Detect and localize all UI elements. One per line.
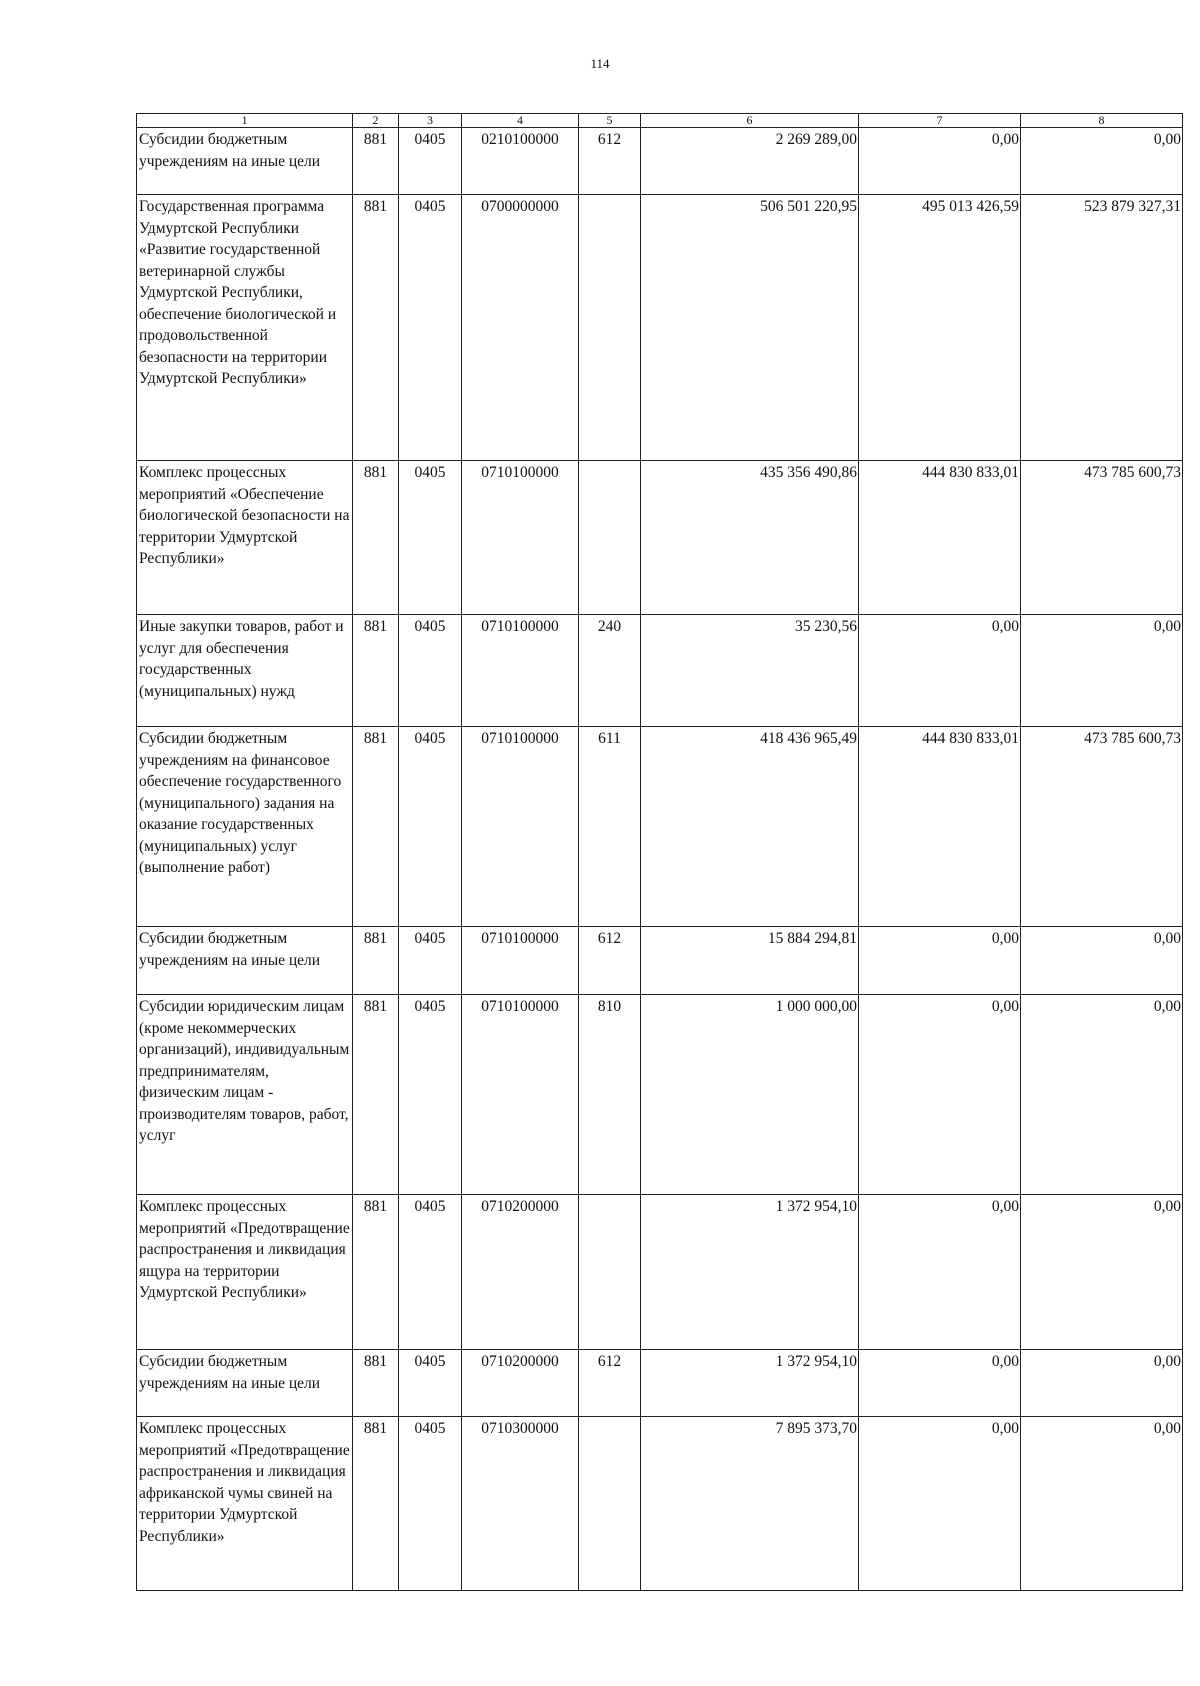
table-row bbox=[137, 927, 1183, 995]
cell-col-7: 0,00 bbox=[859, 995, 1021, 1195]
table-row bbox=[137, 615, 1183, 727]
cell-col-5 bbox=[579, 461, 641, 615]
cell-col-8: 473 785 600,73 bbox=[1021, 727, 1183, 927]
cell-col-6: 7 895 373,70 bbox=[641, 1417, 859, 1591]
cell-col-5: 612 bbox=[579, 128, 641, 195]
cell-col-7: 444 830 833,01 bbox=[859, 461, 1021, 615]
cell-col-4: 0710100000 bbox=[462, 727, 579, 927]
cell-col-3: 0405 bbox=[399, 927, 462, 995]
cell-col-8: 0,00 bbox=[1021, 615, 1183, 727]
header-cell: 7 bbox=[859, 114, 1021, 128]
cell-col-5 bbox=[579, 195, 641, 461]
cell-col-4: 0710200000 bbox=[462, 1350, 579, 1417]
cell-col-3: 0405 bbox=[399, 1417, 462, 1591]
cell-col-4: 0210100000 bbox=[462, 128, 579, 195]
header-cell: 6 bbox=[641, 114, 859, 128]
cell-col-8: 473 785 600,73 bbox=[1021, 461, 1183, 615]
cell-col-7: 0,00 bbox=[859, 1195, 1021, 1350]
cell-col-6: 418 436 965,49 bbox=[641, 727, 859, 927]
cell-col-3: 0405 bbox=[399, 1350, 462, 1417]
cell-col-6: 1 372 954,10 bbox=[641, 1195, 859, 1350]
cell-col-6: 506 501 220,95 bbox=[641, 195, 859, 461]
table-row bbox=[137, 1417, 1183, 1591]
cell-col-5: 611 bbox=[579, 727, 641, 927]
cell-col-4: 0710100000 bbox=[462, 927, 579, 995]
cell-col-5 bbox=[579, 1417, 641, 1591]
table-row bbox=[137, 995, 1183, 1195]
cell-col-2: 881 bbox=[353, 727, 399, 927]
cell-col-6: 1 372 954,10 bbox=[641, 1350, 859, 1417]
table-header-row bbox=[137, 114, 1183, 128]
cell-col-3: 0405 bbox=[399, 128, 462, 195]
cell-col-7: 444 830 833,01 bbox=[859, 727, 1021, 927]
cell-col-2: 881 bbox=[353, 461, 399, 615]
cell-col-6: 435 356 490,86 bbox=[641, 461, 859, 615]
cell-col-4: 0710100000 bbox=[462, 995, 579, 1195]
cell-col-3: 0405 bbox=[399, 615, 462, 727]
cell-col-3: 0405 bbox=[399, 461, 462, 615]
row-name: Комплекс процессных мероприятий «Предотвращение распространения и ликвидация африканской чумы свиней на территории Удмуртской Республики» bbox=[137, 1417, 353, 1591]
cell-col-6: 2 269 289,00 bbox=[641, 128, 859, 195]
cell-col-7: 0,00 bbox=[859, 927, 1021, 995]
row-name: Государственная программа Удмуртской Республики «Развитие государственной ветеринарной службы Удмуртской Республики, обеспечение биологической и продовольственной безопасности на территории Удмуртской Республики» bbox=[137, 195, 353, 461]
page-number: 114 bbox=[590, 56, 610, 71]
cell-col-2: 881 bbox=[353, 995, 399, 1195]
header-cell: 3 bbox=[399, 114, 462, 128]
cell-col-2: 881 bbox=[353, 615, 399, 727]
cell-col-2: 881 bbox=[353, 195, 399, 461]
cell-col-2: 881 bbox=[353, 1417, 399, 1591]
cell-col-5: 810 bbox=[579, 995, 641, 1195]
row-name: Комплекс процессных мероприятий «Обеспечение биологической безопасности на территории Удмуртской Республики» bbox=[137, 461, 353, 615]
table-row bbox=[137, 1350, 1183, 1417]
cell-col-6: 15 884 294,81 bbox=[641, 927, 859, 995]
header-cell: 8 bbox=[1021, 114, 1183, 128]
row-name: Субсидии бюджетным учреждениям на финансовое обеспечение государственного (муниципального) задания на оказание государственных (муниципальных) услуг (выполнение работ) bbox=[137, 727, 353, 927]
cell-col-8: 0,00 bbox=[1021, 1417, 1183, 1591]
cell-col-2: 881 bbox=[353, 927, 399, 995]
row-name: Иные закупки товаров, работ и услуг для обеспечения государственных (муниципальных) нужд bbox=[137, 615, 353, 727]
cell-col-4: 0710100000 bbox=[462, 615, 579, 727]
header-cell: 1 bbox=[137, 114, 353, 128]
cell-col-3: 0405 bbox=[399, 1195, 462, 1350]
cell-col-5: 612 bbox=[579, 927, 641, 995]
cell-col-4: 0710200000 bbox=[462, 1195, 579, 1350]
cell-col-2: 881 bbox=[353, 1195, 399, 1350]
table-row bbox=[137, 128, 1183, 195]
cell-col-4: 0710300000 bbox=[462, 1417, 579, 1591]
budget-table bbox=[136, 113, 1183, 1591]
cell-col-8: 0,00 bbox=[1021, 1195, 1183, 1350]
header-cell: 5 bbox=[579, 114, 641, 128]
cell-col-6: 1 000 000,00 bbox=[641, 995, 859, 1195]
table-row bbox=[137, 195, 1183, 461]
table-row bbox=[137, 727, 1183, 927]
header-cell: 4 bbox=[462, 114, 579, 128]
cell-col-5 bbox=[579, 1195, 641, 1350]
cell-col-7: 0,00 bbox=[859, 128, 1021, 195]
cell-col-5: 240 bbox=[579, 615, 641, 727]
cell-col-7: 495 013 426,59 bbox=[859, 195, 1021, 461]
cell-col-8: 0,00 bbox=[1021, 128, 1183, 195]
table-row bbox=[137, 461, 1183, 615]
cell-col-8: 523 879 327,31 bbox=[1021, 195, 1183, 461]
cell-col-2: 881 bbox=[353, 128, 399, 195]
row-name: Субсидии бюджетным учреждениям на иные цели bbox=[137, 1350, 353, 1417]
cell-col-5: 612 bbox=[579, 1350, 641, 1417]
cell-col-8: 0,00 bbox=[1021, 995, 1183, 1195]
cell-col-6: 35 230,56 bbox=[641, 615, 859, 727]
cell-col-3: 0405 bbox=[399, 727, 462, 927]
cell-col-8: 0,00 bbox=[1021, 1350, 1183, 1417]
cell-col-3: 0405 bbox=[399, 995, 462, 1195]
cell-col-8: 0,00 bbox=[1021, 927, 1183, 995]
row-name: Субсидии бюджетным учреждениям на иные цели bbox=[137, 927, 353, 995]
cell-col-3: 0405 bbox=[399, 195, 462, 461]
table-row bbox=[137, 1195, 1183, 1350]
header-cell: 2 bbox=[353, 114, 399, 128]
cell-col-4: 0710100000 bbox=[462, 461, 579, 615]
cell-col-7: 0,00 bbox=[859, 1350, 1021, 1417]
cell-col-7: 0,00 bbox=[859, 1417, 1021, 1591]
cell-col-2: 881 bbox=[353, 1350, 399, 1417]
row-name: Субсидии юридическим лицам (кроме некоммерческих организаций), индивидуальным предпринимателям, физическим лицам - производителям товаров, работ, услуг bbox=[137, 995, 353, 1195]
row-name: Субсидии бюджетным учреждениям на иные цели bbox=[137, 128, 353, 195]
row-name: Комплекс процессных мероприятий «Предотвращение распространения и ликвидация ящура на территории Удмуртской Республики» bbox=[137, 1195, 353, 1350]
cell-col-4: 0700000000 bbox=[462, 195, 579, 461]
cell-col-7: 0,00 bbox=[859, 615, 1021, 727]
